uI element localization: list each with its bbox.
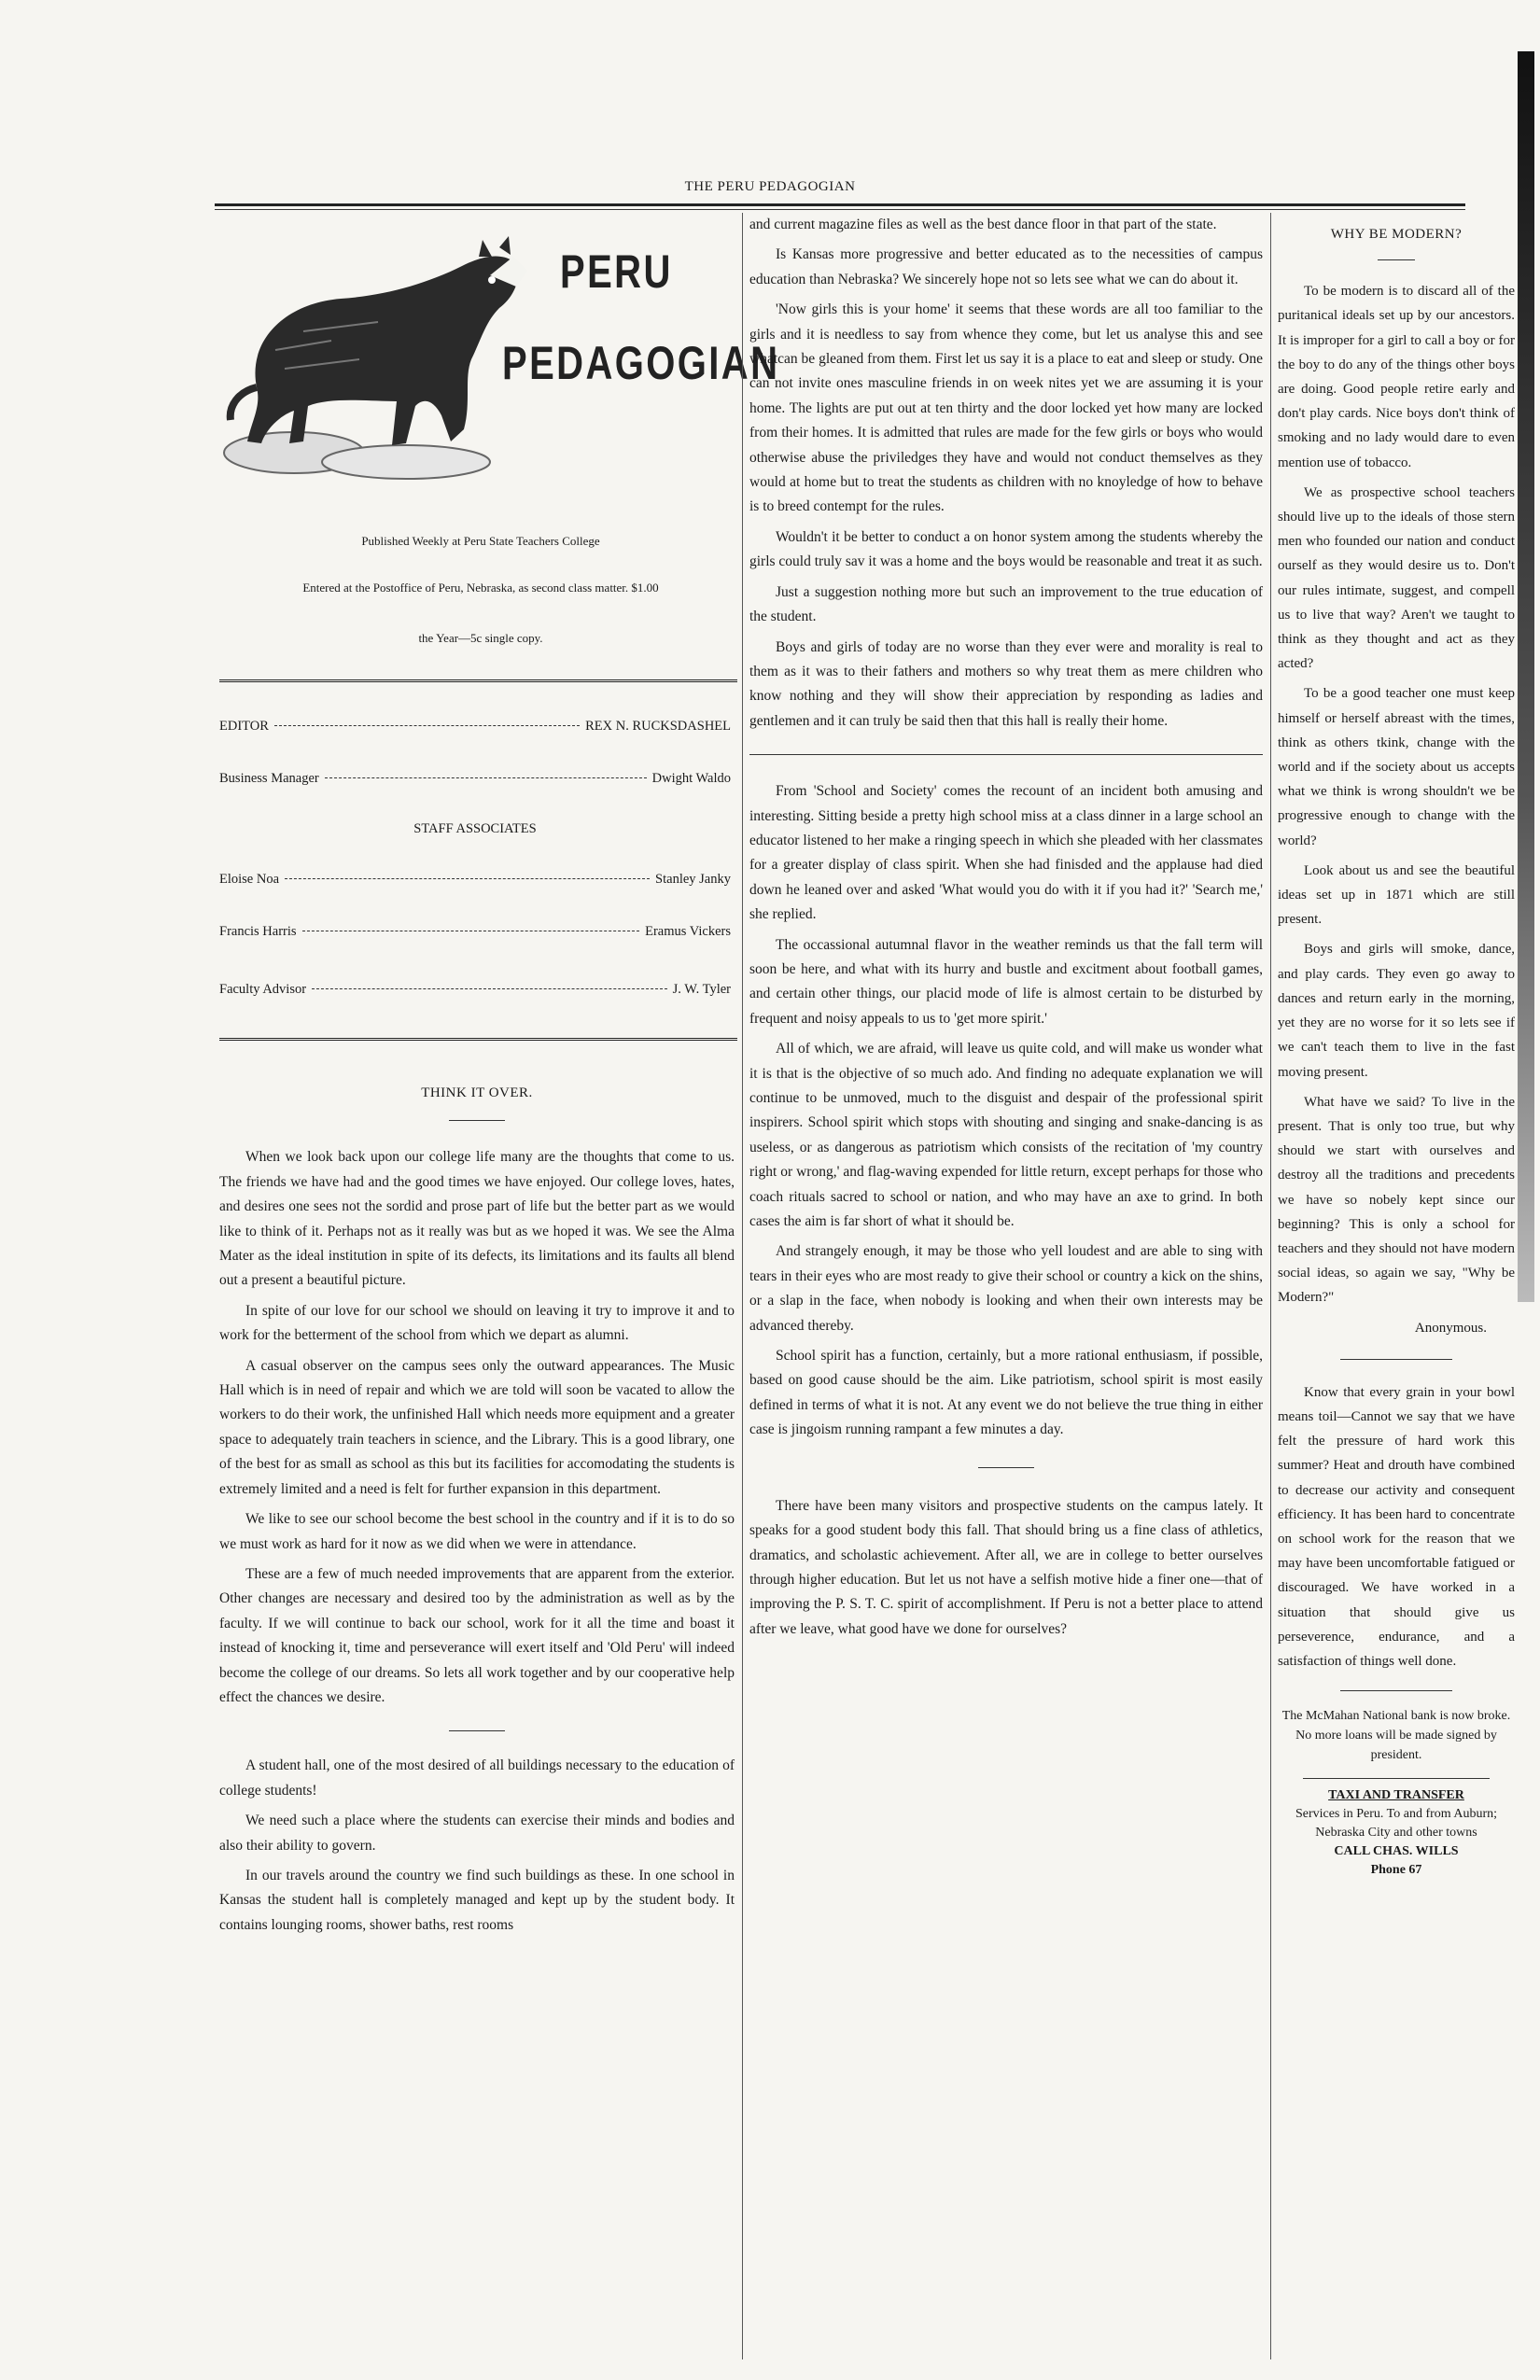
- staff-associates-heading: STAFF ASSOCIATES: [413, 821, 537, 836]
- heading-rule: [449, 1120, 505, 1121]
- masthead-entered: Entered at the Postoffice of Peru, Nebraska, as second class matter. $1.00: [302, 581, 659, 595]
- col1-paragraph: When we look back upon our college life many are the thoughts that come to us. The friends we have had and the good times we have enjoyed. Our college loves, hates, and desires one sees not the sordid and prose part of life but the better part as we would like to think of it. Perhaps not as it really was but as we hoped it was. We see the Alma Mater as the ideal institution in spite of its defects, its limitations and its faults all blend out a present a beautiful picture.: [219, 1149, 735, 1289]
- running-head: THE PERU PEDAGOGIAN: [684, 179, 856, 194]
- col2-paragraph: School spirit has a function, certainly, but a more rational enthusiasm, if possible, based on good cause should be the aim. Like patriotism, school spirit is most easily defined in terms of what it is not. At any event we do not believe the true thing in either case is jingoism running rampant a few minutes a day.: [749, 1348, 1263, 1438]
- col2-paragraph: All of which, we are afraid, will leave us quite cold, and will make us wonder what it is that is the objective of so much ado. And finding no adequate explanation we will continue to be unmoved, much to the disguist and despair of the professional spirit inspirers. School spirit which stops with shouting and singing and snake-dancing is as useless, or as dangerous as patriotism which consists of the recitation of 'my country right or wrong,' and flag-waving expended for little return, except perhaps for those who coach rituals sacred to school or nation, and who may have an axe to grind. In both cases the aim is far short of what it should be.: [749, 1041, 1263, 1230]
- masthead-rule: [219, 679, 737, 686]
- col1-paragraph: We need such a place where the students can exercise their minds and bodies and also their ability to govern.: [219, 1813, 735, 1854]
- column-2: [749, 213, 1263, 1647]
- col3-paragraph: We as prospective school teachers should live up to the ideals of those stern men who founded our nation and conduct ourself as they would desire us to. Don't our rules intimate, suggest, and compell us to live that way? Aren't we taught to think as they thought and act as they acted?: [1278, 484, 1515, 672]
- col2-paragraph: Boys and girls of today are no worse than they ever were and morality is real to them as it was to their fathers and mothers so why treat them as mere children who know nothing and they will show their appreciation by responding as ladies and gentlemen and it can truly be said then that this hall is really their home.: [749, 638, 1263, 729]
- col1-paragraph: A student hall, one of the most desired of all buildings necessary to the education of college students!: [219, 1757, 735, 1799]
- col2-paragraph: 'Now girls this is your home' it seems that these words are all too familiar to the girls and it is needless to say from whence they come, but let us analyse this and see whatcan be gleaned from them. First let us say it is a place to eat and sleep or study. One can not invite ones masculine friends in on week nites yet we are assuming it is your home. The lights are put out at ten thirty and the door locked yet how many are locked from their homes. It is admitted that rules are made for the few girls or boys who would otherwise abuse the priviledges they have and would not conduct themselves as they would at home but to treat the students as children with no knoyledge of how to behave is to breed contempt for the rules.: [749, 301, 1263, 515]
- staff-advisor-row: [219, 982, 731, 998]
- col3-paragraph: Boys and girls will smoke, dance, and play cards. They even go away to dances and return early in the morning, yet they are no worse for it so lets see if we can't teach them to live in the fast moving present.: [1278, 942, 1515, 1080]
- heading-rule: [1378, 259, 1415, 260]
- col3-rule: [1303, 1778, 1490, 1779]
- col1-paragraph: We like to see our school become the best school in the country and if it is to do so we must work as hard for it now as we did when we were in attendance.: [219, 1511, 735, 1552]
- col3-paragraph: To be a good teacher one must keep himself or herself abreast with the times, think as others tkink, change with the world and if the society about us accepts what we think is wrong shouldn't we be progressive enough to change with the world?: [1278, 686, 1515, 848]
- assoc2-left: Francis Harris: [219, 924, 297, 939]
- anonymous-signature: Anonymous.: [1414, 1320, 1487, 1336]
- column-1: [219, 1081, 735, 1943]
- col3-paragraph: Look about us and see the beautiful ideas set up in 1871 which are still present.: [1278, 862, 1515, 928]
- col2-paragraph: And strangely enough, it may be those who yell loudest and are able to sing with tears in their eyes who are most ready to give their school or country a kick on the shins, or a slap in the face, when nobody is looking and when their own interests may be advanced thereby.: [749, 1243, 1263, 1334]
- col1-paragraph: In our travels around the country we find such buildings as these. In one school in Kansas the student hall is completely managed and kept up by the student body. It contains lounging rooms, shower baths, rest rooms: [219, 1867, 735, 1933]
- col1-paragraph: These are a few of much needed improvements that are apparent from the exterior. Other changes are necessary and desired too by the administration as well as by the faculty. If we will continue to back our school, work for it all the time and boast it instead of knocking it, time and perseverance will exert itself and 'Old Peru' will indeed become the college of our dreams. So lets all work together and by our cooperative help effect the chances we desire.: [219, 1565, 735, 1705]
- assoc2-right: Eramus Vickers: [645, 924, 731, 939]
- scan-edge-shadow: [1518, 51, 1534, 1302]
- col2-paragraph: Wouldn't it be better to conduct a on honor system among the students whereby the girls could truly sav it was a home and the boys would be reasonable and treat it as such.: [749, 528, 1263, 570]
- staff-assoc2-row: [219, 924, 731, 940]
- advisor-name: J. W. Tyler: [672, 982, 731, 997]
- manager-name: Dwight Waldo: [651, 771, 731, 786]
- staff-editor-row: [219, 719, 731, 735]
- col3-rule: [1340, 1690, 1452, 1691]
- manager-role: Business Manager: [219, 771, 319, 786]
- col3-rule: [1340, 1359, 1452, 1360]
- col3-paragraph: To be modern is to discard all of the puritanical ideals set up by our ancestors. It is improper for a girl to call a boy or for the boy to do any of the things other boys are doing. Good people retire early and don't play cards. Nice boys don't think of smoking and no lady would dare to even mention use of tobacco.: [1278, 284, 1515, 470]
- column-divider-1: [742, 213, 743, 2359]
- col1-paragraph: A casual observer on the campus sees only the outward appearances. The Music Hall which is in need of repair and which we are told will soon be vacated to allow the workers to do their work, the unfinished Hall which needs more equipment and a greater space to adequately train teachers in science, and the Library. This is a good library, one of the best for as small as school as this but its facilities for accomodating the students is extremely limited and a need is felt for further expansion in this department.: [219, 1357, 735, 1497]
- staff-assoc1-row: [219, 872, 731, 888]
- col2-paragraph: and current magazine files as well as the best dance floor in that part of the state.: [749, 217, 1217, 232]
- advisor-role: Faculty Advisor: [219, 982, 307, 997]
- col2-paragraph: Just a suggestion nothing more but such an improvement to the true education of the student.: [749, 583, 1263, 625]
- column-divider-2: [1270, 213, 1271, 2359]
- bank-notice: The McMahan National bank is now broke. No more loans will be made signed by president.: [1281, 1709, 1511, 1763]
- header-rule: [215, 203, 1465, 206]
- masthead-title-pedagogian: PEDAGOGIAN: [502, 337, 780, 389]
- taxi-ad-line: Services in Peru. To and from Auburn; Nebraska City and other towns: [1295, 1807, 1498, 1841]
- col3-paragraph: What have we said? To live in the present. That is only too true, but why should we start with ourselves and destroy all the traditions and precedents we have so nobely kept since our beginning? This is only a school for teachers and they should not have modern social ideas, so again we say, "Why be Modern?": [1278, 1094, 1515, 1306]
- col1-paragraph: In spite of our love for our school we should on leaving it try to improve it and to work for the betterment of the school from which we depart as alumni.: [219, 1302, 735, 1344]
- header-rule-thin: [215, 209, 1465, 210]
- col2-paragraph: The occassional autumnal flavor in the weather reminds us that the fall term will soon be here, and what with its hurry and bustle and excitment about football games, and certain other things, our placid mode of life is almost certain to be disturbed by frequent and noisy appeals to us to 'get more spirit.': [749, 936, 1263, 1027]
- col2-paragraph: There have been many visitors and prospective students on the campus lately. It speaks for a good student body this fall. That should bring us a fine class of athletics, dramatics, and scholastic achievement. After all, we are in college to better ourselves through higher education. But let us not have a selfish motive hide a finer one—that of improving the P. S. T. C. spirit of accomplishment. If Peru is not a better place to attend after we leave, what good have we done for ourselves?: [749, 1497, 1263, 1637]
- taxi-ad-contact: CALL CHAS. WILLS: [1334, 1844, 1459, 1859]
- editor-role: EDITOR: [219, 719, 269, 734]
- why-be-modern-heading: WHY BE MODERN?: [1330, 227, 1463, 242]
- col3-paragraph: Know that every grain in your bowl means toil—Cannot we say that we have felt the pressure of hard work this summer? Heat and drouth have combined to decrease our activity and consequent efficiency. It has been hard to concentrate on school work for the reason that we may have been uncomfortable fatigued or discouraged. We have worked in a situation that should give us perseverence, endurance, and a satisfaction of things well done.: [1278, 1384, 1515, 1669]
- masthead-title-peru: PERU: [560, 245, 673, 298]
- col2-short-rule: [978, 1467, 1034, 1468]
- bobcat-illustration: [219, 229, 541, 481]
- col2-paragraph: Is Kansas more progressive and better educated as to the necessities of campus education than Nebraska? We sincerely hope not so lets see what we can do about it.: [749, 246, 1263, 287]
- masthead-price: the Year—5c single copy.: [418, 631, 543, 645]
- editor-name: REX N. RUCKSDASHEL: [585, 719, 731, 734]
- assoc1-left: Eloise Noa: [219, 872, 280, 887]
- col2-section-rule: [749, 754, 1263, 755]
- staff-rule: [219, 1038, 737, 1044]
- col2-paragraph: From 'School and Society' comes the recount of an incident both amusing and interesting. Sitting beside a pretty high school miss at a class dinner in a large school an educator listened to her make a ringing speech in which she pleaded with her classmates for a greater display of class spirit. When she had finisded and the applause had died down he leaned over and asked 'What would you do with it if you had it?' 'Search me,' she replied.: [749, 783, 1263, 923]
- taxi-ad-phone: Phone 67: [1370, 1863, 1422, 1878]
- section-rule: [449, 1730, 505, 1731]
- taxi-ad-title: TAXI AND TRANSFER: [1328, 1788, 1464, 1803]
- think-it-over-heading: THINK IT OVER.: [421, 1085, 533, 1100]
- column-3: [1278, 222, 1515, 1880]
- assoc1-right: Stanley Janky: [655, 872, 731, 887]
- masthead-published: Published Weekly at Peru State Teachers College: [361, 534, 600, 548]
- staff-manager-row: [219, 771, 731, 787]
